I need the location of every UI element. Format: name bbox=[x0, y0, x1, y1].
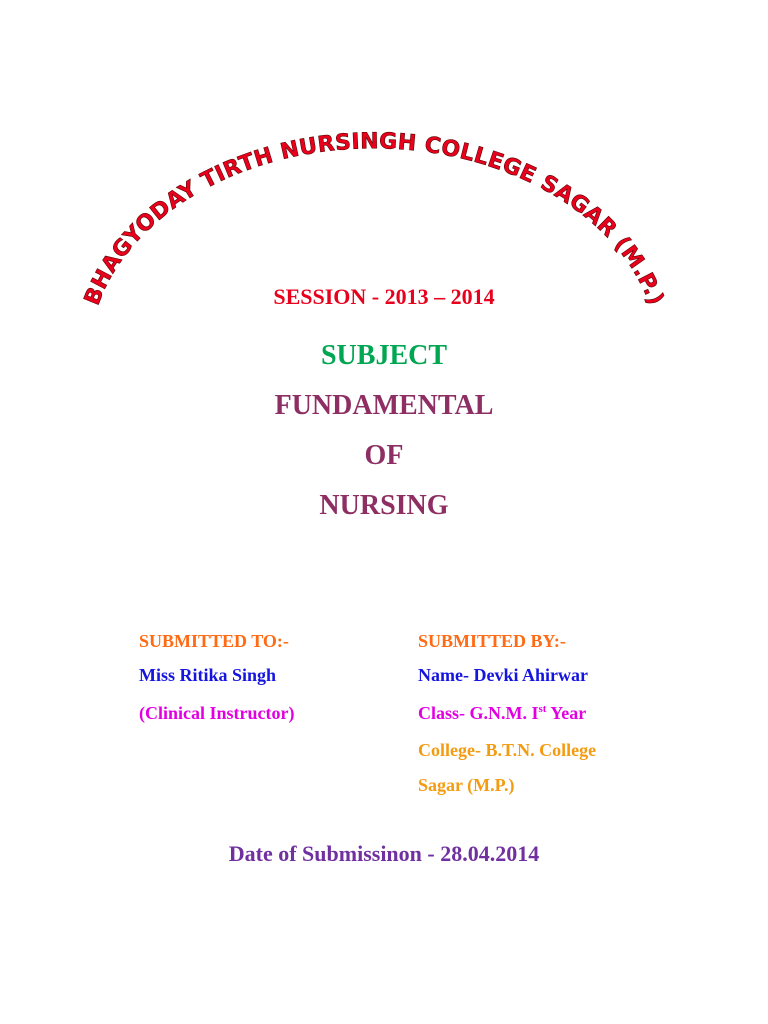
submitted-by-college: College- B.T.N. College bbox=[418, 740, 597, 760]
submitted-by-city: Sagar (M.P.) bbox=[418, 775, 515, 795]
submitted-to-role: (Clinical Instructor) bbox=[139, 703, 295, 723]
submitted-by-name: Name- Devki Ahirwar bbox=[418, 665, 588, 685]
submitted-by-class bbox=[418, 703, 586, 724]
subject-line-2: OF bbox=[364, 440, 404, 471]
subject-line-3: NURSING bbox=[319, 490, 449, 521]
submitted-to-name: Miss Ritika Singh bbox=[139, 665, 277, 685]
class-suffix: Year bbox=[546, 703, 587, 723]
submitted-to-heading: SUBMITTED TO:- bbox=[139, 631, 289, 651]
class-superscript: st bbox=[538, 703, 547, 715]
session-line: SESSION - 2013 – 2014 bbox=[273, 284, 495, 309]
submission-date: Date of Submissinon - 28.04.2014 bbox=[228, 841, 540, 866]
class-prefix: Class- G.N.M. I bbox=[418, 703, 539, 723]
subject-line-1: FUNDAMENTAL bbox=[274, 390, 494, 421]
college-title: BHAGYODAY TIRTH NURSINGH COLLEGE SAGAR (M.P.) bbox=[79, 129, 669, 309]
submitted-by-heading: SUBMITTED BY:- bbox=[418, 631, 566, 651]
subject-heading: SUBJECT bbox=[320, 340, 448, 371]
